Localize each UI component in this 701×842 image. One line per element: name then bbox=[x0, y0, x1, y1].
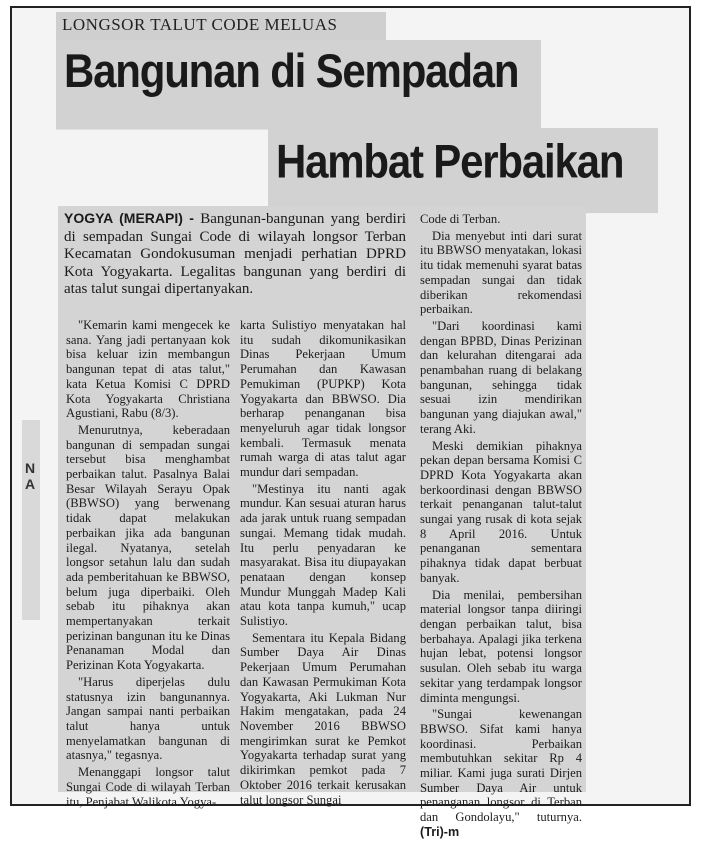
margin-fragment-text: N A bbox=[25, 460, 36, 492]
paragraph-text: "Sungai kewenangan BBWSO. Sifat kami hanya koordinasi. Perbaikan membutuhkan sekitar Rp 4 miliar. Kami juga surati Dirjen Sumber Daya Air untuk penanganan longsor di Terban dan Gondolayu," tuturnya. bbox=[420, 707, 582, 825]
headline-line-1: Bangunan di Sempadan bbox=[56, 40, 541, 130]
dateline: YOGYA (MERAPI) - bbox=[64, 210, 194, 226]
paragraph: Menurutnya, keberadaan bangunan di sempadan sungai tersebut bisa menghambat perbaikan talut. Pasalnya Balai Besar Wilayah Serayu Opak (BBWSO) yang berwenang tidak dapat melakukan perbaikan jika ada bangunan ilegal. Nyatanya, setelah longsor setahun lalu dan sudah ada pemberitahuan ke BBWSO, belum juga diperbaiki. Oleh sebab itu pihaknya akan mempertanyakan terkait perizinan bangunan itu ke Dinas Penanaman Modal dan Perizinan Kota Yogyakarta. bbox=[66, 422, 230, 673]
paragraph: "Harus diperjelas dulu statusnya izin bangunannya. Jangan sampai nanti perbaikan talut hanya untuk menyelamatkan bangunan di atasnya," tegasnya. bbox=[66, 674, 230, 763]
paragraph: Menanggapi longsor talut Sungai Code di wilayah Terban itu, Penjabat Walikota Yogya- bbox=[66, 765, 230, 809]
paragraph: Sementara itu Kepala Bidang Sumber Daya Air Dinas Pekerjaan Umum Perumahan dan Kawasan Permukiman Kota Yogyakarta, Aki Lukman Nur Hakim mengatakan, pada 24 November 2016 BBWSO mengirimkan surat ke Pemkot Yogyakarta terhadap surat yang dikirimkan pemkot pada 7 Oktober 2016 terkait kerusakan talut longsor Sungai bbox=[240, 630, 406, 807]
paragraph: karta Sulistiyo menyatakan hal itu sudah dikomunikasikan Dinas Pekerjaan Umum Perumahan dan Kawasan Pemukiman (PUPKP) Kota Yogyakarta dan BBWSO. Dia berharap penanganan bisa menyeluruh agar tidak longsor kembali. Termasuk menata rumah warga di atas talut agar mundur dari sempadan. bbox=[240, 318, 406, 480]
lead-text: Bangunan-bangunan yang berdiri di sempadan Sungai Code di wilayah longsor Terban Kecamatan Gondokusuman menjadi perhatian DPRD Kota Yogyakarta. Legalitas bangunan yang berdiri di atas talut sungai dipertanyakan. bbox=[64, 211, 406, 297]
paragraph: Dia menyebut inti dari surat itu BBWSO menyatakan, lokasi itu tidak memenuhi syarat batas sempadan sungai dan tidak diberikan rekomendasi perbaikan. bbox=[420, 228, 582, 317]
clipping-edge-fragment bbox=[22, 420, 40, 620]
column-1 bbox=[66, 318, 230, 811]
article-kicker: LONGSOR TALUT CODE MELUAS bbox=[56, 12, 386, 40]
paragraph bbox=[420, 707, 582, 839]
paragraph: Dia menilai, pembersihan material longsor tanpa diiringi dengan perbaikan talut, bisa berbahaya. Apalagi jika terkena hujan lebat, potensi longsor susulan. Oleh sebab itu warga sekitar yang terdampak longsor diminta mengungsi. bbox=[420, 587, 582, 705]
paragraph: "Mestinya itu nanti agak mundur. Kan sesuai aturan harus ada jarak untuk ruang sempadan sungai. Memang tidak mudah. Itu perlu penyadaran ke masyarakat. Bisa itu diupayakan penataan dengan konsep Mundur Munggah Madep Kali atau kota tanpa kumuh," ucap Sulistiyo. bbox=[240, 481, 406, 629]
headline-line-2: Hambat Perbaikan bbox=[268, 128, 658, 213]
article-body bbox=[58, 206, 586, 839]
paragraph: Meski demikian pihaknya pekan depan bersama Komisi C DPRD Kota Yogyakarta akan berkoordinasi dengan BBWSO terkait penanganan talut-talut sungai yang rusak di kota sejak 8 April 2016. Untuk penanganan sementara pihaknya tidak dapat berbuat banyak. bbox=[420, 438, 582, 585]
paragraph: "Kemarin kami mengecek ke sana. Yang jadi pertanyaan kok bisa keluar izin membangun bangunan tepat di atas talut," kata Ketua Komisi C DPRD Kota Yogyakarta Christiana Agustiani, Rabu (8/3). bbox=[66, 318, 230, 421]
author-signature: (Tri)-m bbox=[420, 824, 460, 839]
article-lead bbox=[58, 210, 410, 299]
paragraph: Code di Terban. bbox=[420, 212, 501, 226]
column-3 bbox=[420, 212, 582, 842]
paragraph: "Dari koordinasi kami dengan BPBD, Dinas Perizinan dan kelurahan ditengarai ada penambahan ruang di belakang bangunan, sehingga tidak sesuai izin mendirikan bangunan yang diajukan awal," terang Aki. bbox=[420, 318, 582, 436]
column-2 bbox=[240, 318, 406, 809]
